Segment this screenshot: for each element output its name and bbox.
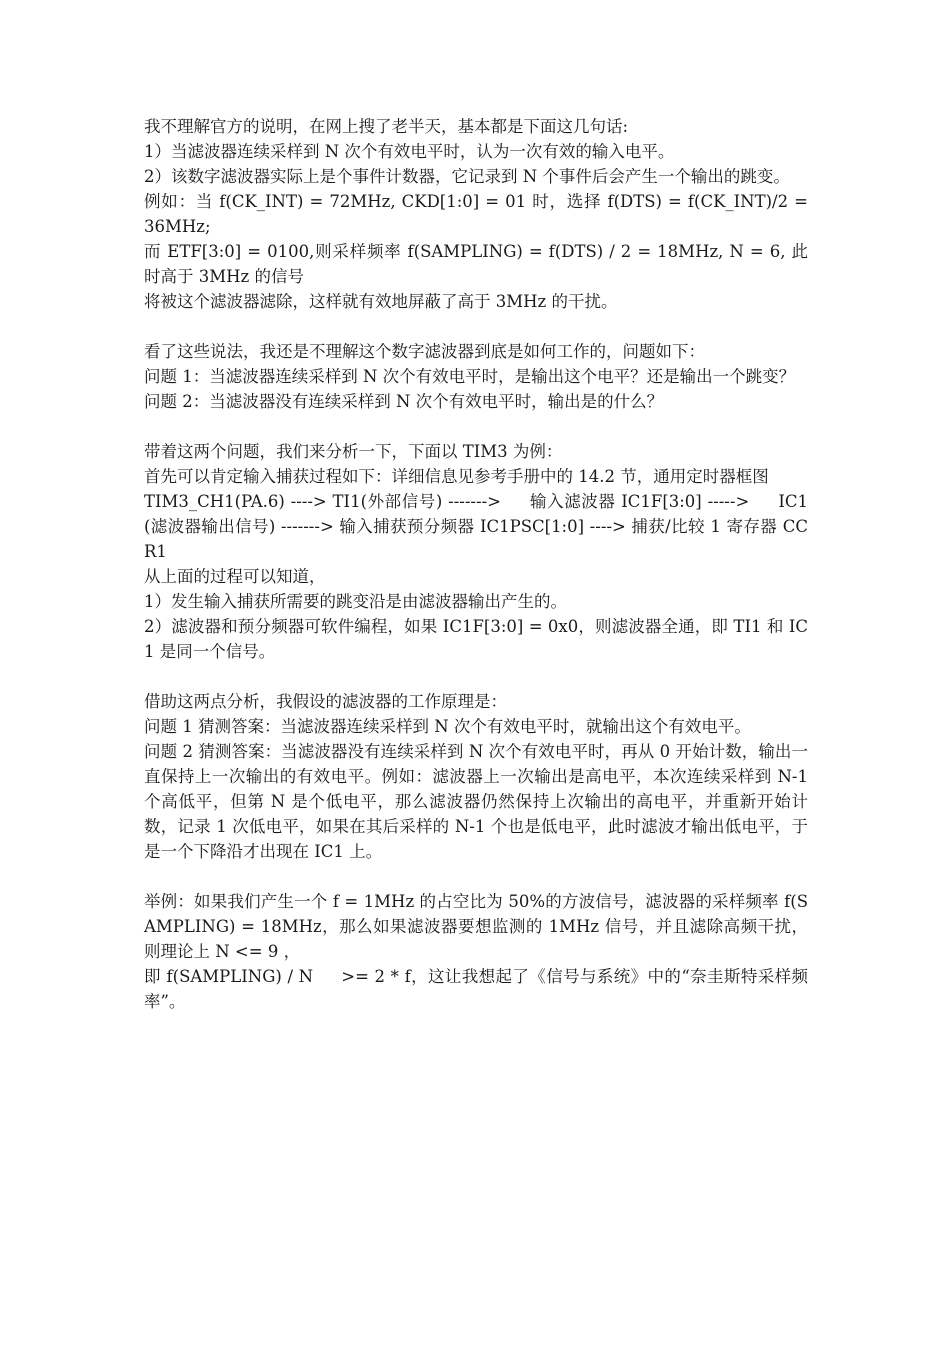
paragraph: 1）发生输入捕获所需要的跳变沿是由滤波器输出产生的。 [144, 592, 567, 611]
paragraph: 2）滤波器和预分频器可软件编程，如果 IC1F[3:0] = 0x0，则滤波器全通，即 TI1 和 IC1 是同一个信号。 [144, 617, 808, 661]
section-5 [144, 889, 808, 1014]
paragraph: 将被这个滤波器滤除，这样就有效地屏蔽了高于 3MHz 的干扰。 [144, 292, 618, 311]
paragraph: 问题 2 猜测答案：当滤波器没有连续采样到 N 次个有效电平时，再从 0 开始计数，输出一直保持上一次输出的有效电平。例如：滤波器上一次输出是高电平，本次连续采样到 N-1 个高低平，但第 N 是个低电平，那么滤波器仍然保持上次输出的高电平，并重新开始计数，记录 1 次低电平，如果在其后采样的 N-1 个也是低电平，此时滤波才输出低电平，于是一个下降沿才出现在 IC1 上。 [144, 742, 814, 861]
paragraph: 1）当滤波器连续采样到 N 次个有效电平时，认为一次有效的输入电平。 [144, 142, 675, 161]
paragraph-gap [144, 864, 808, 889]
paragraph: 而 ETF[3:0] = 0100,则采样频率 f(SAMPLING) = f(DTS) / 2 = 18MHz, N = 6, 此时高于 3MHz 的信号 [144, 242, 808, 286]
paragraph: 例如：当 f(CK_INT) = 72MHz, CKD[1:0] = 01 时，选择 f(DTS) = f(CK_INT)/2 = 36MHz; [144, 192, 814, 236]
paragraph: 问题 2：当滤波器没有连续采样到 N 次个有效电平时，输出是的什么？ [144, 392, 664, 411]
paragraph: 看了这些说法，我还是不理解这个数字滤波器到底是如何工作的，问题如下： [144, 342, 705, 361]
paragraph: 即 f(SAMPLING) / N >= 2 * f，这让我想起了《信号与系统》中的“奈圭斯特采样频率”。 [144, 967, 808, 1011]
paragraph-gap [144, 664, 808, 689]
section-4 [144, 689, 814, 864]
paragraph: 举例：如果我们产生一个 f = 1MHz 的占空比为 50%的方波信号，滤波器的采样频率 f(SAMPLING) = 18MHz，那么如果滤波器要想监测的 1MHz 信号，并且滤除高频干扰，则理论上 N <= 9 ， [144, 892, 808, 961]
paragraph: 我不理解官方的说明，在网上搜了老半天，基本都是下面这几句话: [144, 117, 629, 136]
paragraph: 从上面的过程可以知道， [144, 567, 326, 586]
section-1 [144, 114, 814, 314]
section-2 [144, 339, 808, 414]
paragraph: 问题 1：当滤波器连续采样到 N 次个有效电平时，是输出这个电平？还是输出一个跳变？ [144, 367, 796, 386]
paragraph: 问题 1 猜测答案：当滤波器连续采样到 N 次个有效电平时，就输出这个有效电平。 [144, 717, 751, 736]
paragraph: 借助这两点分析，我假设的滤波器的工作原理是： [144, 692, 507, 711]
document-body [144, 114, 814, 1014]
paragraph: TIM3_CH1(PA.6) ----> TI1(外部信号) -------> 输入滤波器 IC1F[3:0] -----> IC1(滤波器输出信号) -------> 输入捕获预分频器 IC1PSC[1:0] ----> 捕获/比较 1 寄存器 CCR1 [144, 492, 808, 561]
paragraph: 2）该数字滤波器实际上是个事件计数器，它记录到 N 个事件后会产生一个输出的跳变。 [144, 167, 790, 186]
paragraph-gap [144, 314, 808, 339]
paragraph: 带着这两个问题，我们来分析一下，下面以 TIM3 为例： [144, 442, 563, 461]
paragraph-gap [144, 414, 808, 439]
paragraph: 首先可以肯定输入捕获过程如下：详细信息见参考手册中的 14.2 节，通用定时器框图 [144, 467, 769, 486]
section-3 [144, 439, 808, 664]
